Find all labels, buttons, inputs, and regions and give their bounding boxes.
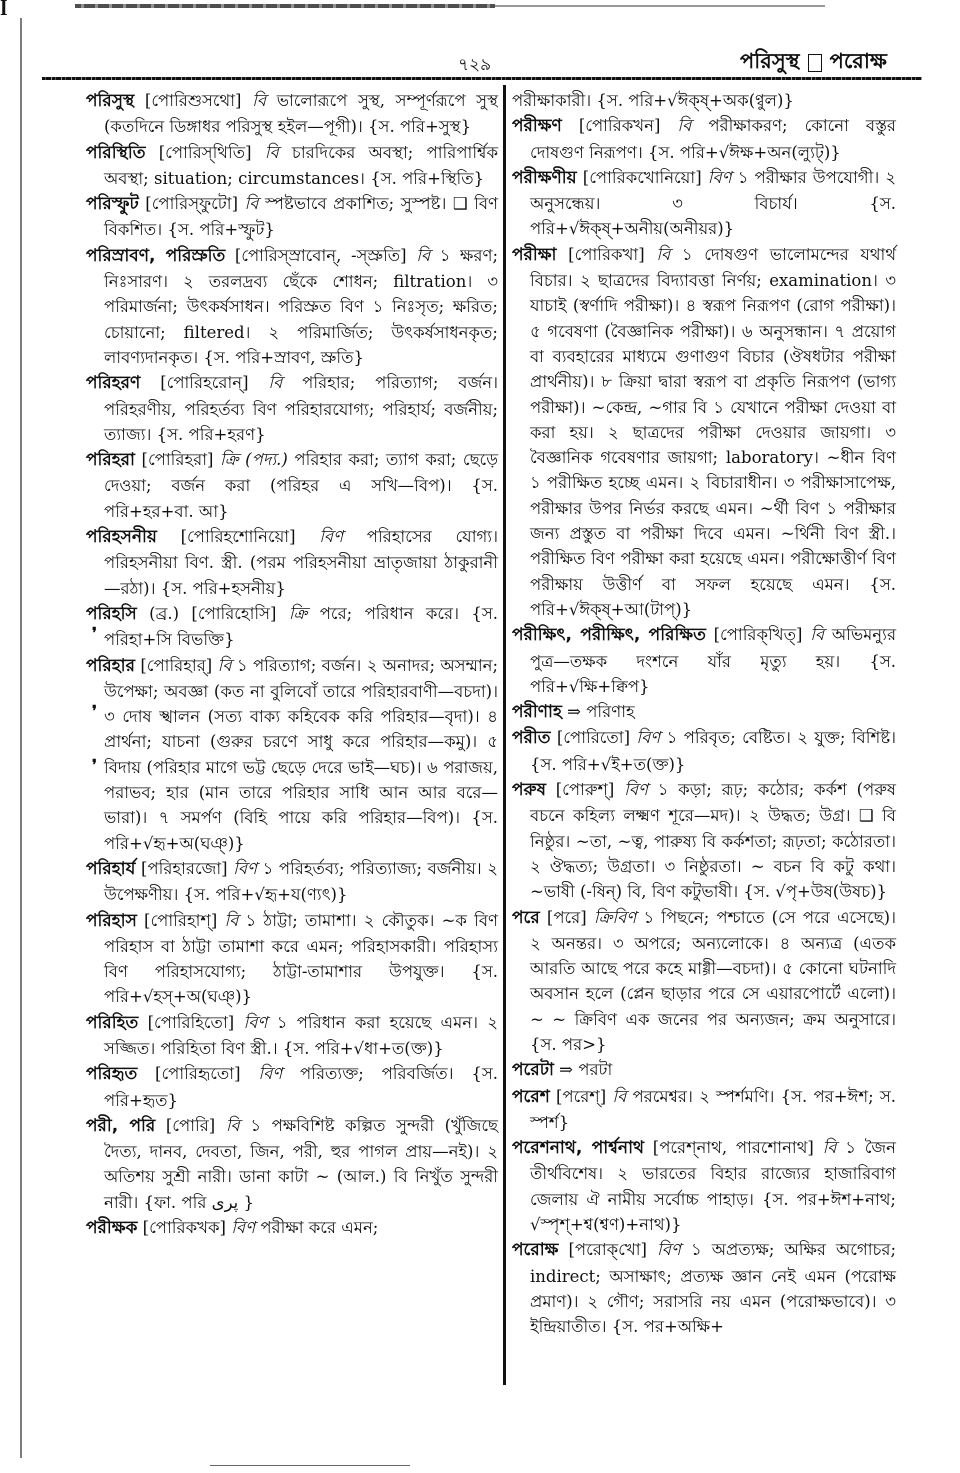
entry-part-of-speech: বিণ bbox=[319, 527, 344, 547]
entry-definition: ১ ক্ষরণ; নিঃসারণ। ২ তরলদ্রব্য ছেঁকে শোধন; filtration। ৩ পরিমার্জনা; উৎকর্ষসাধন। পরিস্রুত বিণ ১ নিঃসৃত; ক্ষরিত; চোয়ানো; filtered। ২ পরিমার্জিত; উৎকর্ষসাধনকৃত; লাবণ্যদানকৃত। {স. পরি+স্রাবণ, স্রুতি} bbox=[104, 245, 498, 367]
entry-headword: পরীক্ষণ bbox=[512, 116, 562, 137]
entry-part-of-speech: বি bbox=[225, 1115, 240, 1135]
entry-pronunciation: [পোরিহাশ্‌] bbox=[144, 910, 218, 930]
entry-part-of-speech: বিণ bbox=[243, 1012, 268, 1032]
page-binding-edge bbox=[20, 18, 22, 1458]
entry-part-of-speech: বিণ bbox=[636, 728, 661, 748]
dictionary-entry bbox=[86, 601, 498, 653]
entry-headword: পরী, পরি bbox=[86, 1115, 156, 1136]
entry-headword: পরিহসনীয় bbox=[86, 527, 157, 548]
dictionary-entry bbox=[86, 908, 498, 1010]
entry-pronunciation: (ব্র.) [পোরিহোসি] bbox=[149, 603, 277, 623]
entry-part-of-speech: বি bbox=[217, 655, 232, 675]
entry-headword: পরে bbox=[512, 907, 540, 928]
entry-headword: পরিহরণ bbox=[86, 373, 141, 394]
entry-headword: পরুষ bbox=[512, 780, 546, 801]
entry-pronunciation: [পোরিহরোন্‌] bbox=[160, 373, 249, 393]
dictionary-entry bbox=[512, 113, 896, 165]
dictionary-entry bbox=[86, 1061, 498, 1113]
entry-part-of-speech: বি bbox=[656, 244, 671, 264]
corner-scan-mark: ꟾ bbox=[0, 0, 8, 19]
scan-artifact-top-2 bbox=[495, 5, 825, 7]
entry-part-of-speech: ক্রি (পদ্য.) bbox=[219, 450, 288, 470]
margin-mark: ❜ bbox=[92, 624, 97, 642]
entry-definition: পরীক্ষাকরণ; কোনো বস্তুর দোষগুণ নিরূপণ। {স. পরি+√ঈক্ষ+অন(ল্যুট্‌)} bbox=[530, 116, 897, 162]
entry-pronunciation: [পোরিকখা] bbox=[568, 244, 645, 264]
dictionary-entry bbox=[86, 1215, 498, 1241]
entry-definition: ১ অপ্রত্যক্ষ; অক্ষির অগোচর; indirect; অসাক্ষাৎ; প্রত্যক্ষ জ্ঞান নেই এমন (পরোক্ষ প্রমাণ)। ২ গৌণ; সরাসরি নয় এমন (পরোক্ষভাবে)। ৩ ইন্দ্রিয়াতীত। {স. পর+অক্ষি+ bbox=[530, 1240, 897, 1337]
entry-headword: পরেটা bbox=[512, 1060, 554, 1081]
entry-headword: পরেশ bbox=[512, 1086, 550, 1107]
entry-pronunciation: [পোরিশুসথো] bbox=[144, 91, 242, 110]
dictionary-entry bbox=[512, 1237, 896, 1339]
entry-definition: অভিমন্যুর পুত্র—তক্ষক দংশনে যাঁর মৃত্যু হয়। {স. পরি+√ক্ষি+ক্বিপ} bbox=[530, 625, 897, 696]
entry-headword: পরিহার bbox=[86, 655, 135, 676]
entry-pronunciation: [পোরিকখক] bbox=[142, 1218, 226, 1238]
entry-headword: পরিসুস্থ bbox=[86, 91, 135, 111]
entry-pronunciation: [পরিহারজো] bbox=[140, 858, 228, 878]
margin-mark: ❜ bbox=[92, 702, 97, 720]
dictionary-entry bbox=[86, 856, 498, 908]
entry-part-of-speech: বি bbox=[252, 91, 267, 110]
running-head-first-word: পরিসুস্থ bbox=[740, 48, 800, 73]
entry-part-of-speech: বি bbox=[612, 1086, 627, 1106]
dictionary-entry bbox=[512, 725, 896, 777]
dictionary-entry bbox=[86, 191, 498, 243]
separator-box-icon bbox=[808, 54, 822, 72]
entry-pronunciation: [পোরিকখন] bbox=[578, 116, 661, 136]
entry-definition: ১ পক্ষবিশিষ্ট কল্পিত সুন্দরী (খুঁজিছে দৈত্য, দানব, দেবতা, জিন, পরী, হুর পাগল প্রায়—নই)। ২ অতিশয় সুশ্রী নারী। ডানা কাটা ~ (আল.) বি নিখুঁত সুন্দরী নারী। {ফা. পরি پری } bbox=[104, 1115, 499, 1212]
entry-definition: ১ দোষগুণ ভালোমন্দের যথার্থ বিচার। ২ ছাত্রদের বিদ্যাবত্তা নির্ণয়; examination। ৩ যাচাই (স্বর্ণাদি পরীক্ষা)। ৪ স্বরূপ নিরূপণ (রোগ পরীক্ষা)। ৫ গবেষণা (বৈজ্ঞানিক পরীক্ষা)। ৬ অনুসন্ধান। ৭ প্রয়োগ বা ব্যবহারের মাধ্যমে গুণাগুণ বিচার (ঔষধটার পরীক্ষা প্রার্থনীয়)। ৮ ক্রিয়া দ্বারা স্বরূপ বা প্রকৃতি নিরূপণ (ভাগ্য পরীক্ষা)। ~কেন্দ্র, ~গার বি ১ যেখানে পরীক্ষা দেওয়া বা করা হয়। ২ ছাত্রদের পরীক্ষা দেওয়ার জায়গা। ৩ বৈজ্ঞানিক গবেষণার জায়গা; laboratory। ~ধীন বিণ ১ পরীক্ষিত হচ্ছে এমন। ২ বিচারাধীন। ৩ পরীক্ষাসাপেক্ষ, পরীক্ষার উপর নির্ভর করছে এমন। ~র্থী বিণ ১ পরীক্ষার জন্য প্রস্তুত বা পরীক্ষা দিবে এমন। ~র্থিনী বিণ স্ত্রী.। পরীক্ষিত বিণ পরীক্ষা করা হয়েছে এমন। পরীক্ষোত্তীর্ণ বিণ পরীক্ষায় উত্তীর্ণ বা সফল হয়েছে এমন। {স. পরি+√ঈক্ষ্‌+আ(টাপ্‌)} bbox=[530, 244, 897, 619]
entry-definition: ভালোরূপে সুস্থ, সম্পূর্ণরূপে সুস্থ (কতদিনে ডিঙ্গাধর পরিসুস্থ হইল—পূগী)। {স. পরি+সুস্থ} bbox=[104, 91, 498, 137]
dictionary-entry bbox=[512, 242, 896, 622]
entry-part-of-speech: বি bbox=[677, 116, 692, 136]
entry-pronunciation: [পোরিক্‌খিত্‌] bbox=[713, 625, 803, 645]
entry-definition: পরীক্ষা করে এমন; bbox=[260, 1218, 379, 1238]
entry-definition: ১ পরিহর্তব্য; পরিত্যাজ্য; বর্জনীয়। ২ উপেক্ষণীয়। {স. পরি+√হৃ+য(ণ্যৎ)} bbox=[104, 858, 498, 905]
running-head-last-word: পরোক্ষ bbox=[829, 48, 887, 73]
entry-headword: পরেশনাথ, পার্শ্বনাথ bbox=[512, 1138, 645, 1159]
entry-part-of-speech: বি bbox=[416, 245, 431, 265]
entry-headword: পরিহরা bbox=[86, 450, 135, 471]
dictionary-entry bbox=[512, 1057, 896, 1083]
scan-artifact-top bbox=[75, 4, 495, 8]
entry-part-of-speech: বিণ bbox=[258, 1064, 283, 1084]
dictionary-entry bbox=[86, 524, 498, 601]
entry-part-of-speech: বিণ bbox=[231, 1218, 256, 1238]
entry-pronunciation: [পোরিহশোনিয়ো] bbox=[180, 527, 296, 547]
dictionary-entry bbox=[512, 777, 896, 904]
entry-pronunciation: [পরেশ্‌] bbox=[555, 1086, 607, 1106]
dictionary-entry bbox=[86, 88, 498, 140]
running-head bbox=[740, 45, 887, 80]
right-column bbox=[512, 88, 896, 1340]
entry-definition: পরিহাসের যোগ্য। পরিহসনীয়া বিণ. স্ত্রী. (পরম পরিহসনীয়া ভ্রাতৃজায়া ঠাকুরানী—রঠা)। {স. পরি+হসনীয়} bbox=[104, 527, 498, 598]
entry-pronunciation: [পোরিহরা] bbox=[141, 450, 214, 470]
entry-definition: ১ পরিধান করা হয়েছে এমন। ২ সজ্জিত। পরিহিতা বিণ স্ত্রী.। {স. পরি+√ধা+ত(ক্ত)} bbox=[104, 1012, 499, 1058]
dictionary-entry bbox=[512, 1084, 896, 1136]
entry-headword: পরিস্ফুট bbox=[86, 194, 139, 215]
entry-headword: পরিহাস bbox=[86, 910, 137, 931]
entry-part-of-speech: বিণ bbox=[233, 858, 258, 878]
entry-part-of-speech: বি bbox=[224, 910, 239, 930]
dictionary-entry bbox=[86, 370, 498, 447]
dictionary-entry bbox=[512, 88, 896, 113]
entry-part-of-speech: বিণ bbox=[707, 167, 732, 187]
entry-headword: পরীক্ষক bbox=[86, 1218, 138, 1239]
entry-part-of-speech: বিণ bbox=[624, 780, 648, 800]
entry-part-of-speech: বি bbox=[264, 142, 279, 162]
dictionary-entry bbox=[512, 165, 896, 242]
entry-definition: ১ ঠাট্টা; তামাশা। ২ কৌতুক। ~ক বিণ পরিহাস বা ঠাট্টা তামাশা করে এমন; পরিহাসকারী। পরিহাস্য বিণ পরিহাসযোগ্য; ঠাট্টা-তামাশার উপযুক্ত। {স. পরি+√হস্‌+অ(ঘঞ্‌)} bbox=[104, 910, 499, 1007]
entry-part-of-speech: ক্রি bbox=[288, 603, 308, 623]
entry-pronunciation: [পোরিহার্‌] bbox=[140, 655, 213, 675]
entry-pronunciation: [পোরুশ্‌] bbox=[555, 780, 615, 800]
entry-pronunciation: [পোরিস্‌থিতি] bbox=[158, 142, 252, 162]
entry-headword: পরিহিত bbox=[86, 1012, 139, 1033]
entry-definition: ১ পরীক্ষার উপযোগী। ২ অনুসন্ধেয়। ৩ বিচার্য। {স. পরি+√ঈক্ষ্‌+অনীয়(অনীয়র)} bbox=[530, 167, 897, 239]
entry-part-of-speech: বি bbox=[268, 373, 283, 393]
margin-mark: ❜ bbox=[92, 756, 97, 774]
entry-pronunciation: [পোরি] bbox=[165, 1115, 216, 1135]
entry-pronunciation: [পরে] bbox=[546, 907, 587, 927]
left-column bbox=[86, 88, 498, 1241]
dictionary-entry bbox=[86, 1113, 498, 1215]
entry-pronunciation: [পোরিহিতো] bbox=[147, 1012, 235, 1032]
entry-part-of-speech: ক্রিবিণ bbox=[593, 907, 637, 927]
entry-definition: পরিত্যক্ত; পরিবর্জিত। {স. পরি+হৃত} bbox=[104, 1064, 498, 1110]
entry-definition: চারদিকের অবস্থা; পারিপার্শ্বিক অবস্থা; situation; circumstances। {স. পরি+স্থিতি} bbox=[104, 142, 498, 188]
column-divider bbox=[503, 85, 506, 1385]
dictionary-entry bbox=[86, 243, 498, 370]
entry-definition: ১ পরিত্যাগ; বর্জন। ২ অনাদর; অসম্মান; উপেক্ষা; অবজ্ঞা (কত না বুলিবোঁ তারে পরিহারবাণী—বচদা)। ৩ দোষ স্খালন (সত্য বাক্য কহিবেক করি পরিহার—বৃদা)। ৪ প্রার্থনা; যাচনা (গুরুর চরণে সাধু করে পরিহার—কমু)। ৫ বিদায় (পরিহার মাগে ভট্ট ছেড়ে দেরে ভাই—ঘচ)। ৬ পরাজয়, পরাভব; হার (মান তারে পরিহার সাধি আন আর বরে— ভারা)। ৭ সমর্পণ (বিহি পায়ে করি পরিহার—বিপ)। {স. পরি+√হৃ+অ(ঘঞ্‌)} bbox=[104, 655, 499, 853]
entry-pronunciation: [পোরিহৃতো] bbox=[155, 1064, 241, 1084]
page-number: ৭২৯ bbox=[458, 55, 492, 75]
entry-definition: পরে; পরিধান করে। {স. পরিহা+সি বিভক্তি} bbox=[104, 603, 498, 650]
entry-part-of-speech: বিণ bbox=[657, 1240, 681, 1260]
entry-headword: পরিহৃত bbox=[86, 1064, 138, 1085]
dictionary-entry bbox=[86, 447, 498, 524]
entry-part-of-speech: বি bbox=[244, 194, 259, 214]
dictionary-entry bbox=[512, 699, 896, 725]
entry-headword: পরিস্থিতি bbox=[86, 142, 146, 163]
dictionary-entry bbox=[86, 140, 498, 192]
entry-definition: স্পষ্টভাবে প্রকাশিত; সুস্পষ্ট। ❑ বিণ বিকশিত। {স. পরি+স্ফুট} bbox=[104, 194, 499, 240]
entry-definition: পরমেশ্বর। ২ স্পর্শমণি। {স. পর+ঈশ; স. স্পর্শ} bbox=[530, 1086, 896, 1132]
entry-definition: ১ জৈন তীর্থবিশেষ। ২ ভারতের বিহার রাজ্যের হাজারিবাগ জেলায় ঐ নামীয় সর্বোচ্চ পাহাড়। {স. পর+ঈশ+নাথ; √স্পৃশ্‌+শ্ব(শ্বণ)+নাথ)} bbox=[530, 1138, 896, 1235]
dictionary-entry bbox=[512, 622, 896, 699]
dictionary-entry bbox=[86, 653, 498, 856]
entry-pronunciation: [পোরিস্‌স্রাবোন্‌, -স্‌স্রুতি] bbox=[234, 245, 407, 265]
entry-headword: পরিস্রাবণ, পরিস্রুতি bbox=[86, 245, 226, 266]
footer-rule bbox=[210, 1465, 410, 1466]
entry-pronunciation: [পোরিতো] bbox=[556, 728, 631, 748]
entry-definition: পরিহার করা; ত্যাগ করা; ছেড়ে দেওয়া; বর্জন করা (পরিহর এ সখি—বিপ)। {স. পরি+হর+বা. আ} bbox=[104, 450, 498, 521]
dictionary-entry bbox=[512, 905, 896, 1058]
header-rule bbox=[42, 77, 922, 80]
entry-headword: পরীণাহ bbox=[512, 702, 562, 723]
entry-headword: পরোক্ষ bbox=[512, 1240, 559, 1261]
entry-definition: ১ পিছনে; পশ্চাতে (সে পরে এসেছে)। ২ অনন্তর। ৩ অপরে; অন্যলোকে। ৪ অন্যত্র (এতক আরতি আছে পরে কহে মাগ্গী—বচদা)। ৫ কোনো ঘটনাদি অবসান হলে (প্লেন ছাড়ার পরে সে এয়ারপোর্টে এলো)। ~ ~ ক্রিবিণ এক জনের পর অন্যজন; ক্রম অনুসারে। {স. পর>} bbox=[530, 907, 896, 1054]
entry-part-of-speech: বি bbox=[810, 625, 825, 645]
entry-definition: ⇒ পরিণাহ bbox=[567, 702, 635, 722]
dictionary-entry bbox=[512, 1135, 896, 1237]
entry-headword: পরীক্ষা bbox=[512, 244, 557, 265]
entry-headword: পরিহার্য bbox=[86, 858, 136, 879]
entry-headword: পরীত bbox=[512, 728, 551, 749]
entry-definition: ⇒ পরটা bbox=[559, 1060, 613, 1080]
entry-pronunciation: [পোরিস্‌ফুটো] bbox=[145, 194, 239, 214]
entry-pronunciation: [পরেশ্‌নাথ, পারশোনাথ] bbox=[652, 1138, 814, 1158]
entry-headword: পরিহসি bbox=[86, 603, 137, 624]
entry-headword: পরীক্ষণীয় bbox=[512, 167, 577, 188]
entry-definition: পরিহার; পরিত্যাগ; বর্জন। পরিহরণীয়, পরিহর্তব্য বিণ পরিহারযোগ্য; পরিহার্য; বর্জনীয়; ত্যাজ্য। {স. পরি+হরণ} bbox=[104, 373, 498, 444]
entry-definition: ১ পরিবৃত; বেষ্টিত। ২ যুক্ত; বিশিষ্ট। {স. পরি+√ই+ত(ক্ত)} bbox=[530, 728, 896, 774]
dictionary-entry bbox=[86, 1010, 498, 1062]
entry-definition: ১ কড়া; রূঢ়; কঠোর; কর্কশ (পরুষ বচনে কহিল্য লক্ষ্মণ শূরে—মদ)। ২ উদ্ধত; উগ্র। ❑ বি নিষ্ঠুর। ~তা, ~ত্ব, পারুষ্য বি কর্কশতা; রূঢ়তা; কঠোরতা। ২ ঔদ্ধত্য; উগ্রতা। ৩ নিষ্ঠুরতা। ~ বচন বি কটু কথা। ~ভাষী (-ষিন্‌) বি, বিণ কটুভাষী। {স. √পৃ+উষ(উষচ)} bbox=[530, 780, 897, 902]
entry-pronunciation: [পরোক্‌খো] bbox=[568, 1240, 647, 1260]
entry-part-of-speech: বি bbox=[822, 1138, 837, 1158]
entry-pronunciation: [পোরিকখোনিয়ো] bbox=[582, 167, 702, 187]
entry-definition: পরীক্ষাকারী। {স. পরি+√ঈক্ষ্‌+অক(ণ্বুল)} bbox=[512, 91, 794, 110]
entry-headword: পরীক্ষিৎ, পরীক্ষিৎ, পরিক্ষিত bbox=[512, 625, 706, 646]
